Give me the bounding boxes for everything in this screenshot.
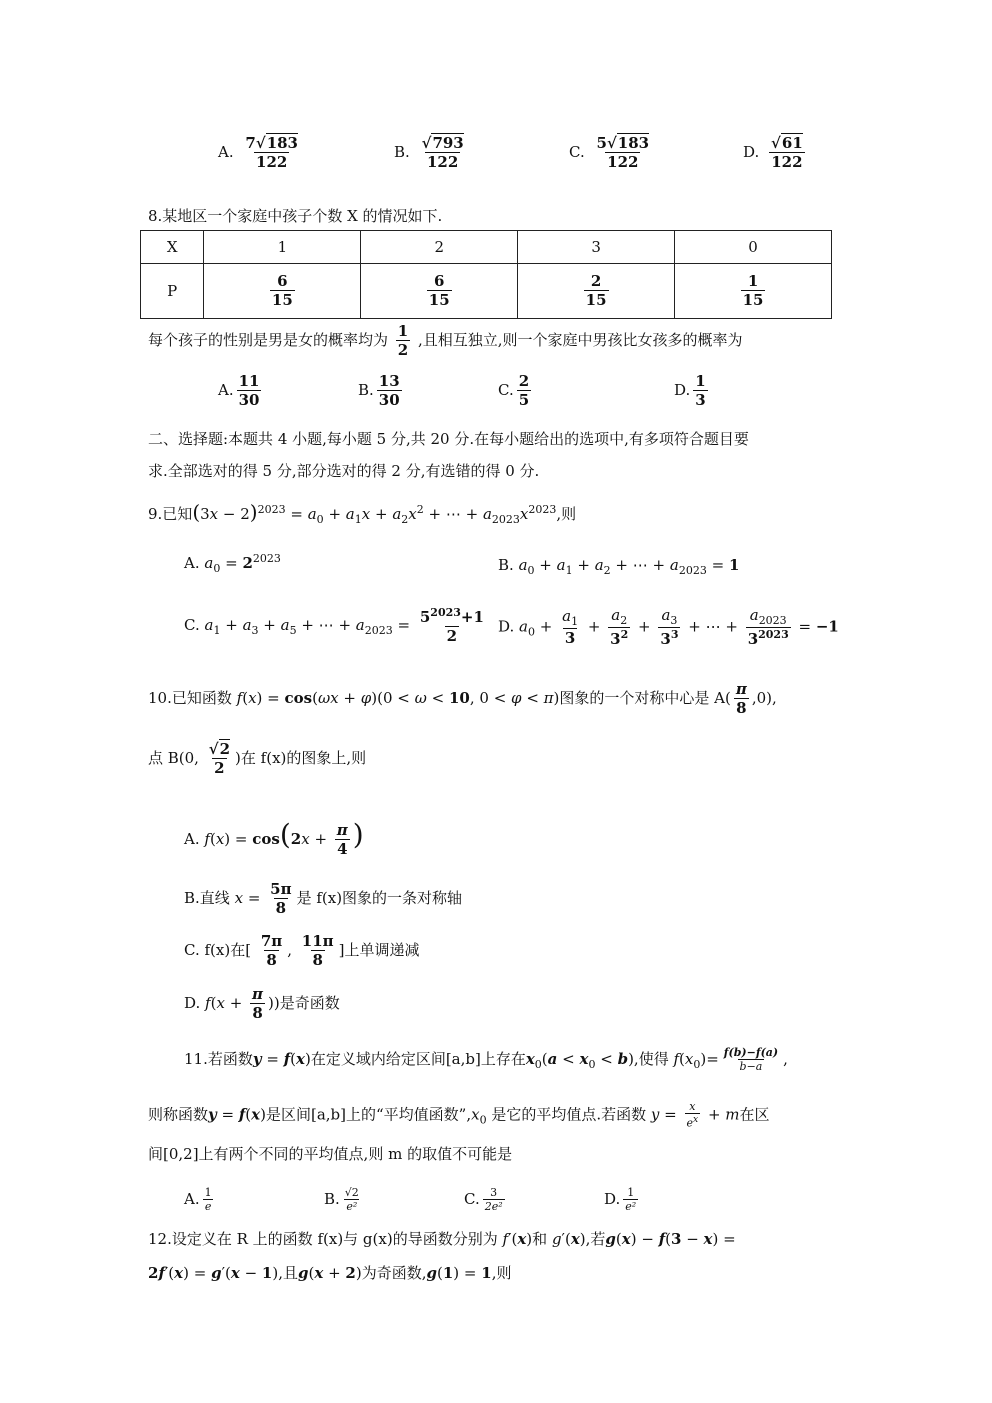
section2-line1: 二、选择题:本题共 4 小题,每小题 5 分,共 20 分.在每小题给出的选项中,有多项符合题目要 [148, 430, 749, 448]
q8-option-d: D. $\frac{1}{3}$ [674, 372, 706, 409]
section2-line2: 求.全部选对的得 5 分,部分选对的得 2 分,有选错的得 0 分. [148, 462, 540, 480]
option-fraction: $\frac{7√183}{122}$ [245, 134, 298, 171]
q8-option-a: A. $\frac{11}{30}$ [218, 372, 260, 409]
q11-line2: 则称函数y = f(x)是区间[a,b]上的“平均值函数$”,x_0$ 是它的平均值点.若函数 y = $\frac{x}{e^x}$ + m在区 [148, 1100, 770, 1130]
option-fraction: $\frac{5√183}{122}$ [596, 134, 650, 171]
q11-option-d: D. $\frac{1}{\text{e²}}$ [604, 1186, 637, 1214]
q12-line2: 2f′(x) = g′(x − 1),且g(x + 2)为奇函数,g(1) = 1,则 [148, 1264, 512, 1282]
q9-option-d: D. $a_0$ + $\frac{a_1}{3}$ + $\frac{a_2}{3^2}$ + $\frac{a_3}{3^3}$ + ⋯ + $\frac{a_{2023}}{3^{2023}}$ = −1 [498, 606, 839, 649]
q11-option-b: B. $\frac{√2}{\text{e²}}$ [324, 1186, 359, 1214]
q10-option-b: B.直线 x = $\frac{5\pi}{8}$ 是 f(x)图象的一条对称轴 [184, 880, 463, 917]
q8-option-c: C. $\frac{2}{5}$ [498, 372, 530, 409]
q10-line1: 10.已知函数 f(x) = cos(ωx + φ)(0 < ω < 10, 0 < φ < π)图象的一个对称中心是 A( $\frac{\pi}{8}$ ,0), [148, 680, 777, 717]
table-cell: X [141, 231, 204, 264]
table-cell: 0 [675, 231, 832, 264]
q8-condition: 每个孩子的性别是男是女的概率均为 $\frac{1}{2}$ ,且相互独立,则一个家庭中男孩比女孩多的概率为 [148, 322, 743, 359]
q11-option-a: A. $\frac{1}{e}$ [184, 1186, 212, 1214]
option-fraction: $\frac{√793}{122}$ [421, 134, 464, 171]
option-label: C. [569, 142, 585, 161]
q9-stem: 9.已知$(3x - 2)^{2023} = a_0 + a_1x + a_2x^2$ + ⋯ + $a_{2023}x^{2023}$,则 [148, 500, 577, 526]
table-cell: $\frac{6}{15}$ [204, 264, 361, 319]
q9-option-a: A. $a_0 = 2^{2023}$ [184, 552, 281, 575]
q8-stem: 8.某地区一个家庭中孩子个数 X 的情况如下. [148, 207, 443, 225]
table-cell: $\frac{1}{15}$ [675, 264, 832, 319]
q7-option-b [394, 134, 469, 172]
option-label: A. [218, 142, 234, 161]
table-row [141, 264, 832, 319]
option-label: D. [743, 142, 760, 161]
half-fraction: $\frac{1}{2}$ [397, 322, 409, 359]
q10-line2: 点 B(0, $\frac{√2}{2}$ )在 f(x)的图象上,则 [148, 740, 367, 777]
q11-line1: 11.若函数y = f(x)在定义域内给定区间[a,b]上存在$x_0(a < x_0 < b)$,使得 $f(x_0)=$ $\frac{f(b)-f(a)}{b-a}$ , [184, 1046, 788, 1074]
q7-option-a [218, 134, 303, 172]
q8-option-b: B. $\frac{13}{30}$ [358, 372, 400, 409]
option-label: B. [394, 142, 410, 161]
distribution-table [140, 230, 832, 319]
table-cell: $\frac{2}{15}$ [518, 264, 675, 319]
q11-option-c: C. $\frac{3}{\text{2e²}}$ [464, 1186, 503, 1214]
option-fraction: $\frac{√61}{122}$ [771, 134, 803, 171]
q9-option-c: C. $a_1 + a_3 + a_5$ + ⋯ + $a_{2023}$ = $\frac{5^{2023}+1}{2}$ [184, 606, 484, 645]
q10-option-c: C. f(x)在[ $\frac{7\pi}{8}$ , $\frac{11\pi}{8}$ ]上单调递减 [184, 932, 420, 969]
q11-line3: 间[0,2]上有两个不同的平均值点,则 m 的取值不可能是 [148, 1145, 513, 1163]
q7-option-c [569, 134, 654, 172]
q10-option-a: A. f(x) = cos(2x + $\frac{\pi}{4}$ ) [184, 818, 364, 859]
table-cell: 2 [361, 231, 518, 264]
q9-option-b: B. $a_0 + a_1 + a_2$ + ⋯ + $a_{2023} = 1$ [498, 556, 740, 577]
q7-option-d [743, 134, 808, 172]
table-cell: 3 [518, 231, 675, 264]
q10-option-d: D. f(x + $\frac{\pi}{8}$ ))是奇函数 [184, 985, 340, 1022]
table-cell: P [141, 264, 204, 319]
q12-line1: 12.设定义在 R 上的函数 f(x)与 g(x)的导函数分别为 f′(x)和 g′(x),若g(x) − f(3 − x) = [148, 1230, 736, 1248]
table-row [141, 231, 832, 264]
table-cell: 1 [204, 231, 361, 264]
table-cell: $\frac{6}{15}$ [361, 264, 518, 319]
